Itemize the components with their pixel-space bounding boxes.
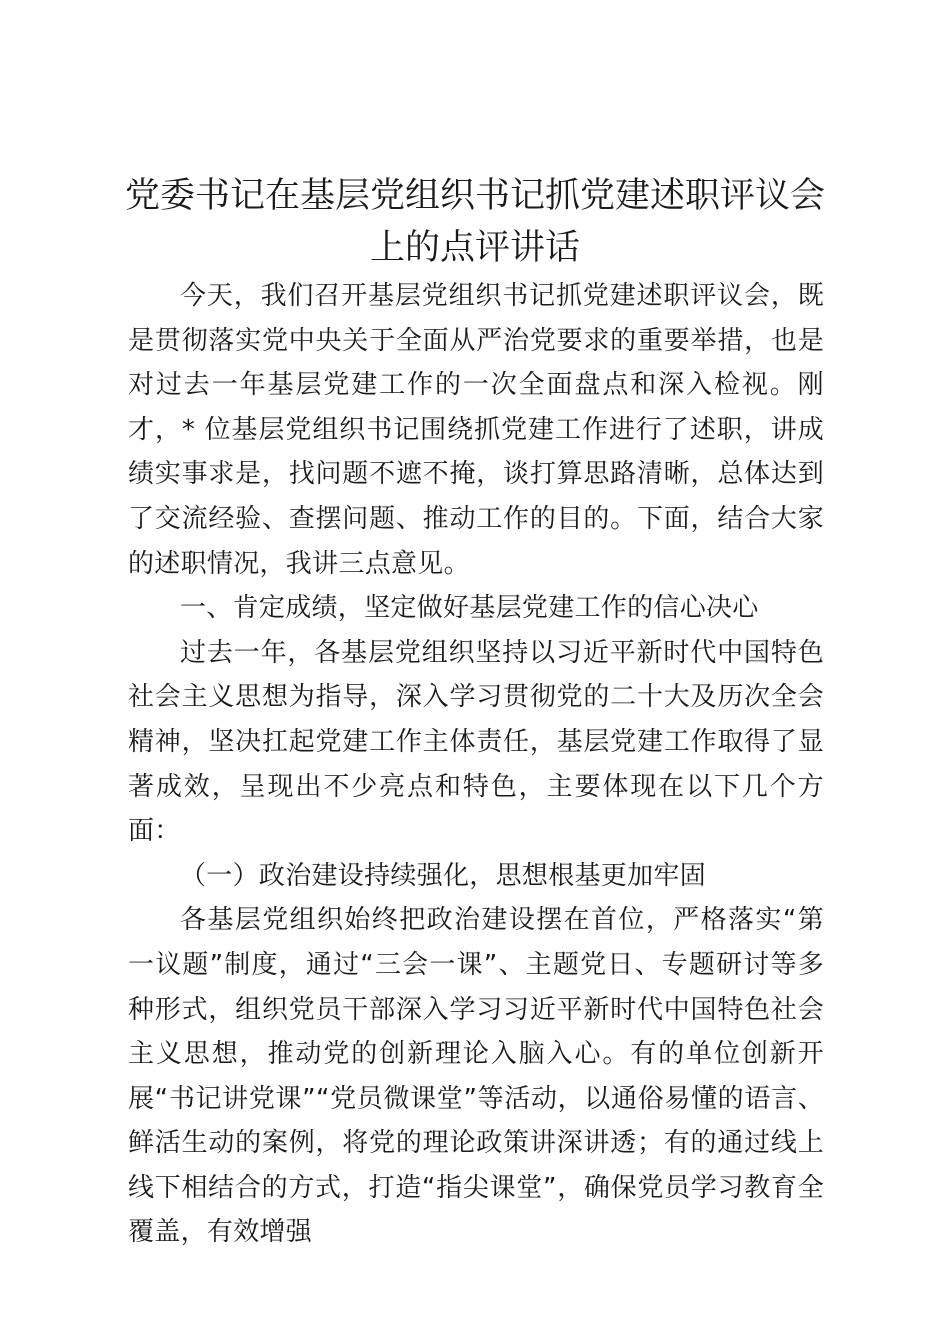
paragraph-subsection-1: 各基层党组织始终把政治建设摆在首位，严格落实“第一议题”制度，通过“三会一课”、主题党日、专题研讨等多种形式，组织党员干部深入学习习近平新时代中国特色社会主义思想，推动党的创新理论入脑入心。有的单位创新开展“书记讲党课”“党员微课堂”等活动，以通俗易懂的语言、鲜活生动的案例，将党的理论政策讲深讲透；有的通过线上线下相结合的方式，打造“指尖课堂”，确保党员学习教育全覆盖，有效增强 [128,905,824,1248]
subsection-heading-1: （一）政治建设持续强化，思想根基更加牢固 [180,860,707,891]
paragraph-section-1: 过去一年，各基层党组织坚持以习近平新时代中国特色社会主义思想为指导，深入学习贯彻党的二十大及历次全会精神，坚决扛起党建工作主体责任，基层党建工作取得了显著成效，呈现出不少亮点和特色，主要体现在以下几个方面： [128,637,824,847]
paragraph-intro: 今天，我们召开基层党组织书记抓党建述职评议会，既是贯彻落实党中央关于全面从严治党要求的重要举措，也是对过去一年基层党建工作的一次全面盘点和深入检视。刚才，* 位基层党组织书记围绕抓党建工作进行了述职，讲成绩实事求是，找问题不遮不掩，谈打算思路清晰，总体达到了交流经验、查摆问题、推动工作的目的。下面，结合大家的述职情况，我讲三点意见。 [128,281,824,579]
section-heading-1: 一、肯定成绩，坚定做好基层党建工作的信心决心 [180,593,759,624]
document-title: 党委书记在基层党组织书记抓党建述职评议会上的点评讲话 [124,176,825,268]
document-body [128,274,824,1255]
